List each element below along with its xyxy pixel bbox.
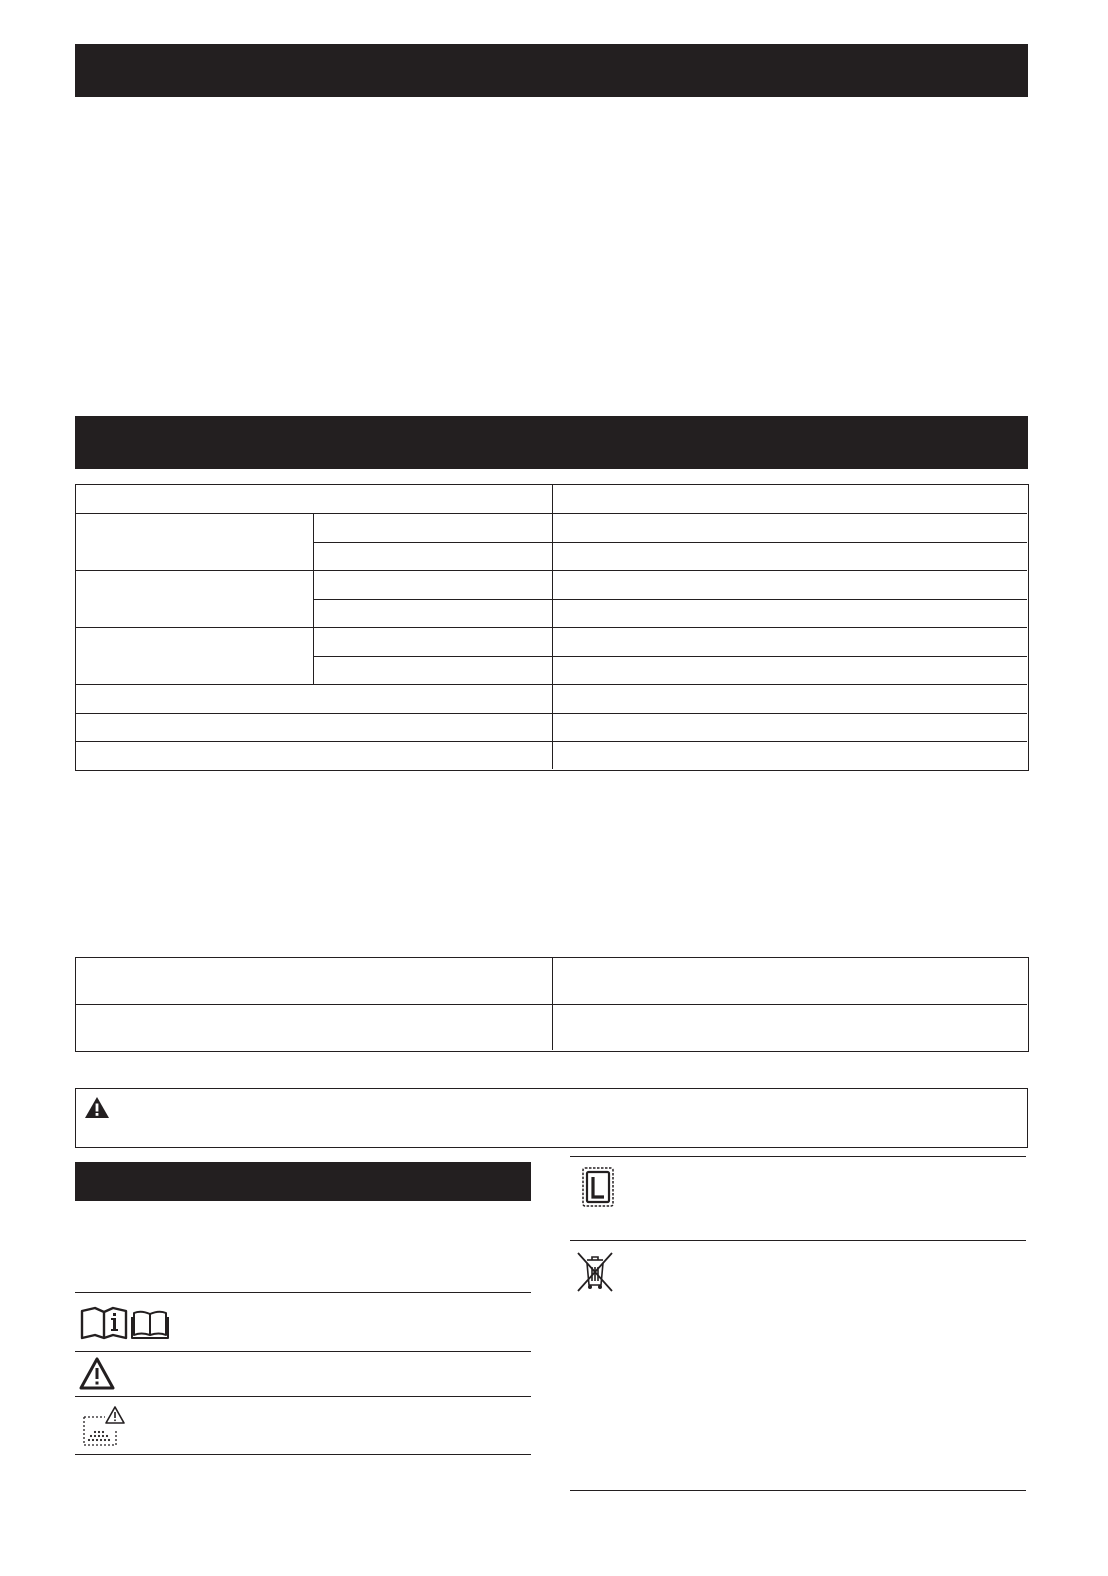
table-row-divider <box>313 599 1027 600</box>
warning-triangle-filled-icon <box>84 1096 110 1119</box>
table-row-divider <box>76 684 1027 685</box>
symbol-divider <box>570 1156 1026 1157</box>
table-row-divider <box>76 741 1027 742</box>
table-row-divider <box>76 513 1027 514</box>
symbol-divider <box>75 1454 531 1455</box>
table-row-divider <box>76 627 1027 628</box>
table-row-divider <box>76 713 1027 714</box>
applicable-battery-table <box>75 957 1029 1052</box>
read-manual-icon <box>80 1305 172 1341</box>
section-header-bar-3 <box>75 1162 531 1201</box>
specification-table <box>75 484 1029 771</box>
table-row-divider <box>76 1004 1027 1005</box>
caution-triangle-icon <box>79 1357 115 1391</box>
section-header-bar-2 <box>75 416 1028 469</box>
table-row-divider <box>313 542 1027 543</box>
symbol-divider <box>75 1292 531 1293</box>
section-header-bar-1 <box>75 44 1028 97</box>
dust-hazard-icon <box>80 1405 126 1447</box>
warning-box <box>75 1088 1028 1148</box>
table-row-divider <box>313 656 1027 657</box>
symbol-divider <box>570 1240 1026 1241</box>
symbol-divider <box>75 1351 531 1352</box>
table-row-divider <box>76 570 1027 571</box>
dust-class-l-icon <box>581 1166 615 1208</box>
symbol-divider <box>570 1490 1026 1491</box>
weee-crossed-bin-icon <box>575 1250 615 1294</box>
symbol-divider <box>75 1396 531 1397</box>
